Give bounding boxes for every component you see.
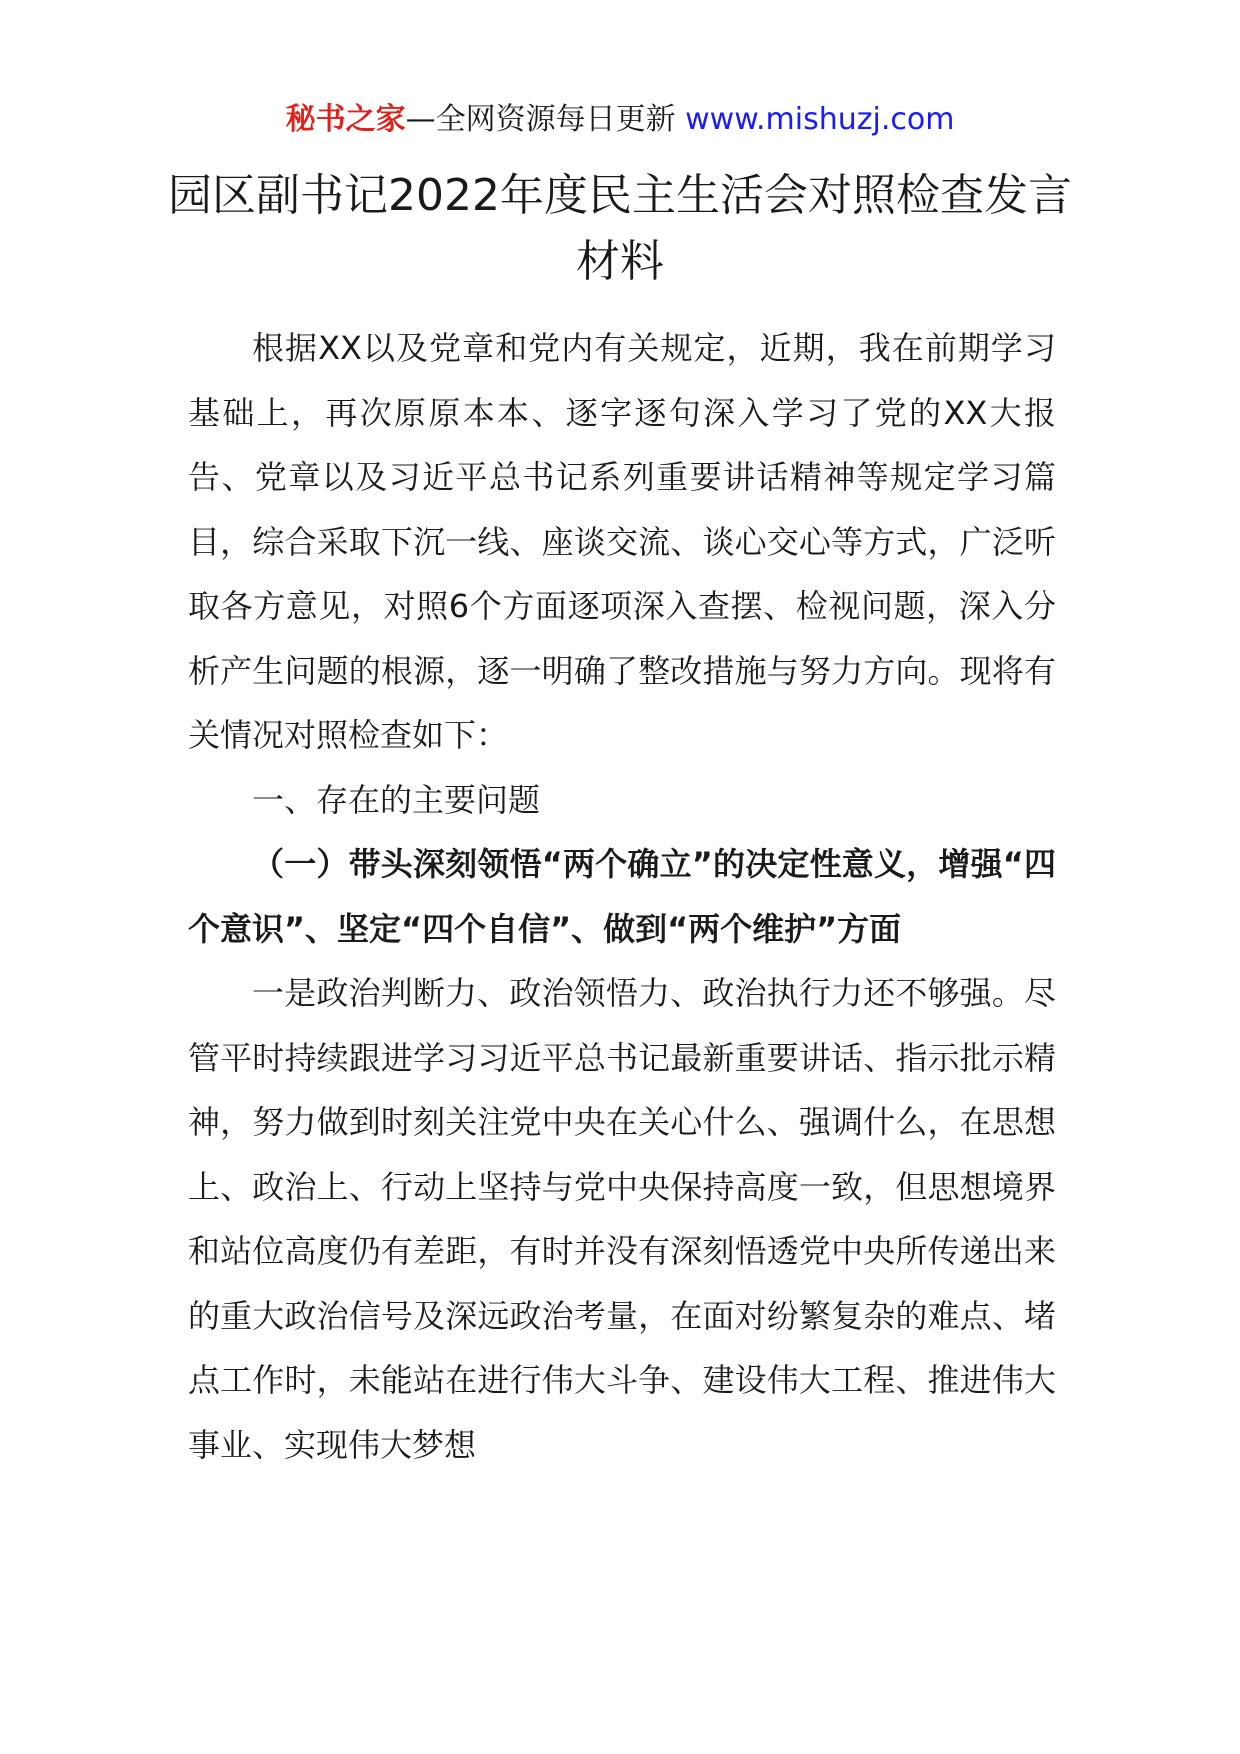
intro-paragraph: 根据XX以及党章和党内有关规定，近期，我在前期学习基础上，再次原原本本、逐字逐句深入学习了党的XX大报告、党章以及习近平总书记系列重要讲话精神等规定学习篇目，综合采取下沉一线、座谈交流、谈心交心等方式，广泛听取各方意见，对照6个方面逐项深入查摆、检视问题，深入分析产生问题的根源，逐一明确了整改措施与努力方向。现将有关情况对照检查如下： [188, 329, 1056, 754]
banner-brand: 秘书之家 [285, 102, 406, 137]
section-heading: 一、存在的主要问题 [252, 780, 541, 819]
subsection-heading: （一）带头深刻领悟“两个确立”的决定性意义，增强“四个意识”、坚定“四个自信”、做到“两个维护”方面 [188, 845, 1056, 948]
site-banner [0, 100, 1240, 140]
banner-tagline: —全网资源每日更新 [405, 102, 686, 137]
document-body [188, 316, 1056, 1477]
body-paragraph: 一是政治判断力、政治领悟力、政治执行力还不够强。尽管平时持续跟进学习习近平总书记最新重要讲话、指示批示精神，努力做到时刻关注党中央在关心什么、强调什么，在思想上、政治上、行动上坚持与党中央保持高度一致，但思想境界和站位高度仍有差距，有时并没有深刻悟透党中央所传递出来的重大政治信号及深远政治考量，在面对纷繁复杂的难点、堵点工作时，未能站在进行伟大斗争、建设伟大工程、推进伟大事业、实现伟大梦想 [188, 974, 1056, 1464]
document-title: 园区副书记2022年度民主生活会对照检查发言材料 [168, 170, 1072, 287]
banner-url[interactable]: www.mishuzj.com [685, 102, 955, 137]
